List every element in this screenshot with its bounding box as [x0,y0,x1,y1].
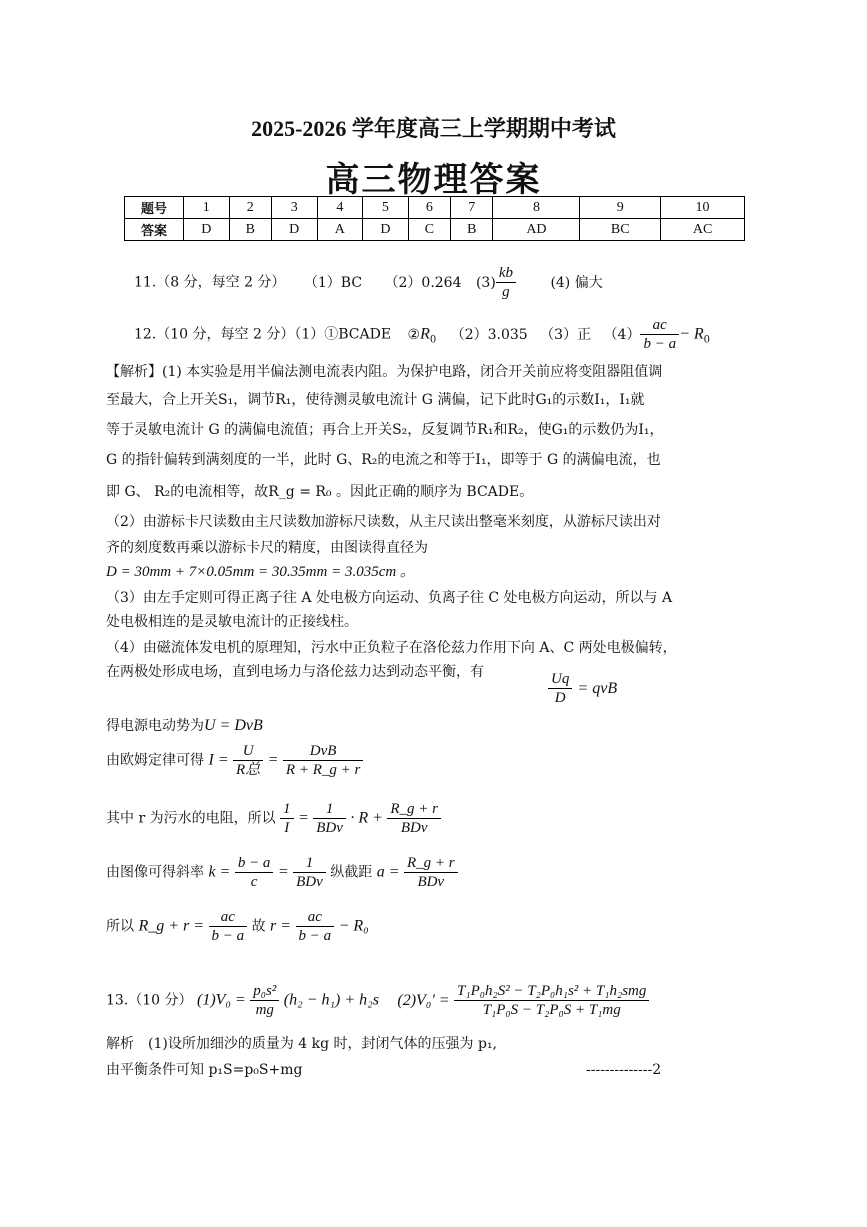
table-cell: 5 [363,197,409,219]
exam-title: 2025-2026 学年度高三上学期期中考试 [251,116,616,141]
frac-den: BDv [296,874,323,890]
table-cell: 9 [580,197,661,219]
answer-table [124,196,745,241]
result-text: 所以 [106,918,134,935]
analysis-line: （3）由左手定则可得正离子往 A 处电极方向运动、负离子往 C 处电极方向运动，所以与 A [106,590,673,606]
q12-answer [134,316,710,353]
q13-part1: (1)V₀ = [196,991,246,1009]
q12-head: 12.（10 分，每空 2 分） [134,326,295,343]
table-cell: B [229,219,271,241]
reciprocal-fraction-2 [313,800,346,837]
table-cell: 8 [493,197,580,219]
frac-num: U [233,742,263,761]
analysis-line: （2）由游标卡尺读数由主尺读数加游标尺读数，从主尺读出整毫米刻度，从游标尺读出对 [106,514,661,530]
table-header-number: 题号 [125,197,184,219]
equilibrium-equation [548,670,617,707]
reciprocal-text: 其中 r 为污水的电阻，所以 [106,810,276,827]
q12-part1: （1）①BCADE [294,326,392,343]
q13-analysis-line: 解析 (1)设所加细沙的质量为 4 kg 时，封闭气体的压强为 p₁, [106,1036,498,1052]
frac-num: p₀s² [250,982,279,1001]
frac-den: b − a [211,928,245,944]
ohm-law-line [106,742,363,779]
frac-den: g [502,284,510,300]
analysis-line: G 的指针偏转到满刻度的一半，此时 G、R₂的电流之和等于I₁，即等于 G 的满偏电流，也 [106,452,661,468]
table-cell: 7 [451,197,493,219]
table-cell: AD [493,219,580,241]
table-cell: 2 [229,197,271,219]
slope-text: 由图像可得斜率 [106,864,204,881]
frac-num: R_g + r [387,800,441,819]
frac-den: I [284,820,290,836]
result-lhs: R_g + r = [138,917,205,935]
emf-line [106,716,263,736]
intercept-text: 纵截距 [330,864,373,881]
table-cell: B [451,219,493,241]
frac-den: BDv [417,874,445,890]
slope-fraction-2 [293,854,326,891]
frac-num: b − a [235,854,274,873]
reciprocal-mid: · R + [350,809,383,827]
q13-part1-fraction [250,982,279,1019]
q11-part3: (3) [475,274,496,291]
analysis-line: 至最大，合上开关S₁，调节R₁，使待测灵敏电流计 G 满偏，记下此时G₁的示数I₁，I₁就 [106,392,645,408]
result-r: r = [270,917,292,935]
table-cell: 3 [271,197,317,219]
frac-den: c [250,874,258,890]
q12-part1b-value: R [420,325,430,343]
frac-num: R_g + r [404,854,458,873]
frac-num: Uq [548,670,572,689]
table-cell: C [408,219,450,241]
q11-part4: (4) 偏大 [550,274,603,291]
frac-den: BDv [400,820,428,836]
frac-den: R + R_g + r [285,762,361,778]
frac-num: ac [209,908,248,927]
q11-answer [134,264,603,301]
frac-num: ac [640,316,679,335]
result-mid: 故 [251,918,266,935]
q11-part1: （1）BC [303,274,363,291]
table-cell: BC [580,219,661,241]
table-header-answer: 答案 [125,219,184,241]
emf-text: 得电源电动势为 [106,718,204,734]
intercept-fraction [404,854,458,891]
analysis-line: 等于灵敏电流计 G 的满偏电流值；再合上开关S₂，反复调节R₁和R₂，使G₁的示数仍为I₁， [106,422,664,438]
frac-num: T₁P₀h₂S² − T₂P₀h₁s² + T₁h₂smg [454,982,649,1001]
result-line [106,908,369,945]
score-mark: --------------2 [586,1062,662,1078]
q12-part4: （4） [603,326,641,343]
q13-part1-tail: (h₂ − h₁) + h₂s [283,991,379,1009]
q12-part4-sub: 0 [703,334,711,346]
frac-den: T₁P₀S − T₂P₀S + T₁mg [482,1002,621,1018]
reciprocal-fraction-3 [387,800,441,837]
table-row-answers [125,219,745,241]
slope-eq: = [277,863,289,881]
q13-part2: (2)V₀' = [397,991,450,1009]
frac-num: 1 [293,854,326,873]
reciprocal-eq: = [298,809,309,827]
ohm-text: 由欧姆定律可得 [106,752,204,769]
frac-den: D [554,690,566,706]
frac-den: b − a [298,928,332,944]
frac-num: 1 [313,800,346,819]
table-cell: 6 [408,197,450,219]
result-tail: − R₀ [338,917,369,935]
q13-part2-fraction [454,982,649,1019]
q11-part3-fraction [496,264,516,301]
ohm-eq: = [267,751,279,769]
q12-part1b-sub: 0 [429,334,437,346]
slope-line [106,854,458,891]
q11-head: 11.（8 分，每空 2 分） [134,274,286,291]
ohm-I: I = [208,751,229,769]
q11-part2: （2）0.264 [384,274,462,291]
subject-title: 高三物理答案 [325,160,542,200]
frac-den: R总 [236,762,261,778]
frac-den: b − a [643,336,677,352]
q12-part4-tail: − R [679,325,704,343]
frac-den: mg [255,1002,274,1018]
table-cell: D [363,219,409,241]
q12-part1b: ② [407,326,421,343]
q12-part3: （3）正 [540,326,592,343]
reciprocal-line [106,800,441,837]
table-row-numbers [125,197,745,219]
emf-equation: U = DvB [204,717,263,734]
frac-num: kb [496,264,516,283]
frac-num: 1 [280,800,294,819]
result-fraction-2 [296,908,335,945]
table-cell: 4 [317,197,363,219]
analysis-line: 处电极相连的是灵敏电流计的正接线柱。 [106,614,358,630]
analysis-line: 【解析】(1) 本实验是用半偏法测电流表内阻。为保护电路，闭合开关前应将变阻器阻值调 [106,364,663,380]
frac-den: BDv [316,820,343,836]
q13-head: 13.（10 分） [106,992,193,1009]
reciprocal-fraction-1 [280,800,294,837]
analysis-line: （4）由磁流体发电机的原理知，污水中正负粒子在洛伦兹力作用下向 A、C 两处电极偏转， [106,640,677,656]
q13-analysis-line: 由平衡条件可知 p₁S=p₀S+mg [106,1062,303,1078]
frac-num: ac [296,908,335,927]
slope-k: k = [208,863,231,881]
slope-fraction-1 [235,854,274,891]
table-cell: 10 [661,197,745,219]
analysis-equation: D = 30mm + 7×0.05mm = 30.35mm = 3.035cm 。 [106,564,415,580]
table-cell: D [271,219,317,241]
ohm-fraction-1 [233,742,263,779]
q12-part4-fraction [640,316,679,353]
table-cell: A [317,219,363,241]
q13-answer [106,982,649,1019]
result-fraction-1 [209,908,248,945]
table-cell: 1 [184,197,230,219]
analysis-line: 齐的刻度数再乘以游标卡尺的精度，由图读得直径为 [106,540,428,556]
analysis-line: 即 G、 R₂的电流相等，故R_g = R₀ 。因此正确的顺序为 BCADE。 [106,484,534,500]
table-cell: D [184,219,230,241]
frac-num: DvB [283,742,363,761]
eq-rhs: = qvB [577,680,618,697]
eq-fraction [548,670,572,707]
analysis-line: 在两极处形成电场，直到电场力与洛伦兹力达到动态平衡，有 [106,664,484,680]
q12-part2: （2）3.035 [450,326,528,343]
ohm-fraction-2 [283,742,363,779]
intercept-a: a = [376,863,400,881]
table-cell: AC [661,219,745,241]
